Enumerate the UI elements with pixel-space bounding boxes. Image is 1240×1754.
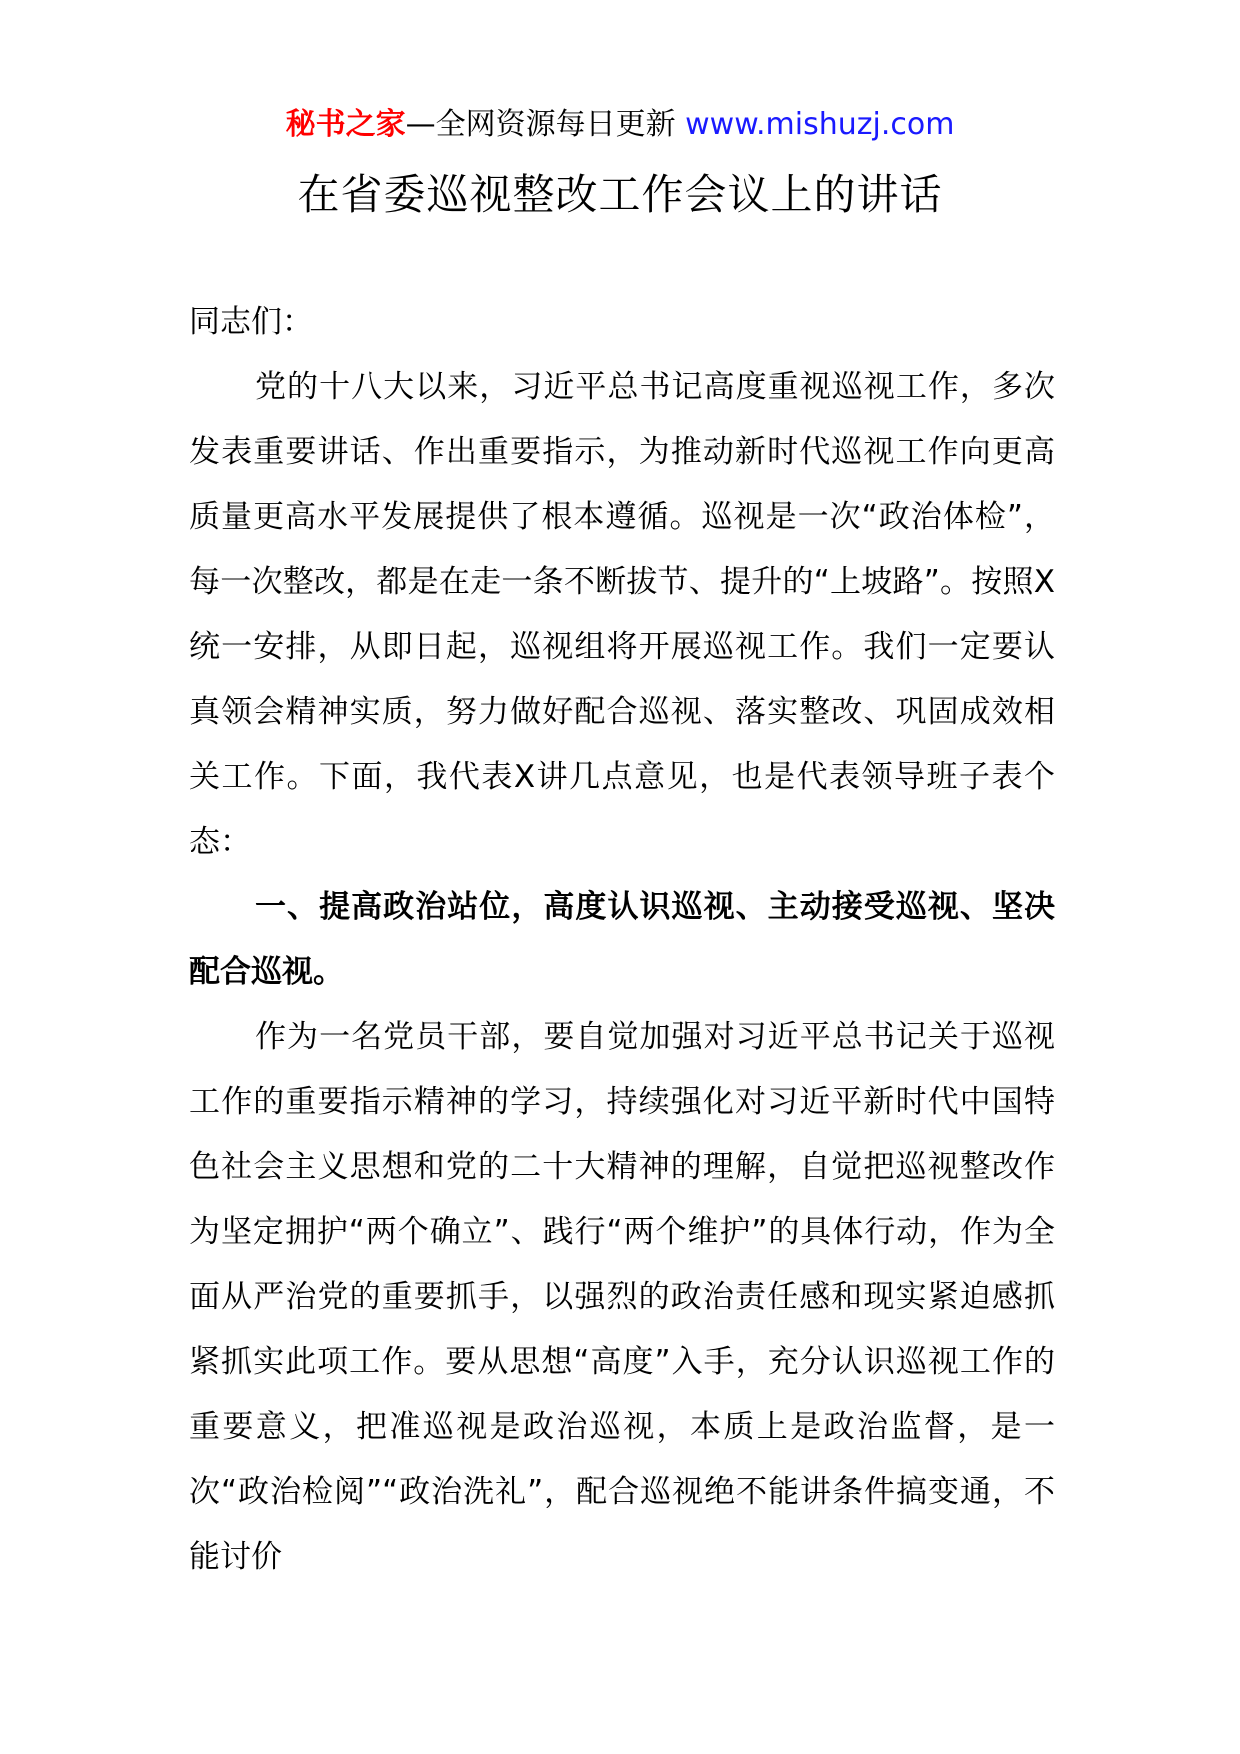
site-url-link[interactable]: www.mishuzj.com [685, 107, 955, 142]
brand-tagline: —全网资源每日更新 [405, 107, 686, 142]
site-banner [0, 100, 1240, 150]
section-heading-1: 一、提高政治站位，高度认识巡视、主动接受巡视、坚决配合巡视。 [189, 889, 1055, 990]
document-title: 在省委巡视整改工作会议上的讲话 [297, 170, 943, 219]
paragraph-intro: 党的十八大以来，习近平总书记高度重视巡视工作，多次发表重要讲话、作出重要指示，为推动新时代巡视工作向更高质量更高水平发展提供了根本遵循。巡视是一次“政治体检”，每一次整改，都是在走一条不断拔节、提升的“上坡路”。按照X统一安排，从即日起，巡视组将开展巡视工作。我们一定要认真领会精神实质，努力做好配合巡视、落实整改、巩固成效相关工作。下面，我代表X讲几点意见，也是代表领导班子表个态： [189, 369, 1055, 860]
document-body [189, 290, 1055, 1590]
brand-name: 秘书之家 [285, 107, 406, 142]
salutation: 同志们： [189, 304, 313, 340]
paragraph-section-1: 作为一名党员干部，要自觉加强对习近平总书记关于巡视工作的重要指示精神的学习，持续强化对习近平新时代中国特色社会主义思想和党的二十大精神的理解，自觉把巡视整改作为坚定拥护“两个确立”、践行“两个维护”的具体行动，作为全面从严治党的重要抓手，以强烈的政治责任感和现实紧迫感抓紧抓实此项工作。要从思想“高度”入手，充分认识巡视工作的重要意义，把准巡视是政治巡视，本质上是政治监督，是一次“政治检阅”“政治洗礼”，配合巡视绝不能讲条件搞变通，不能讨价 [189, 1019, 1055, 1575]
